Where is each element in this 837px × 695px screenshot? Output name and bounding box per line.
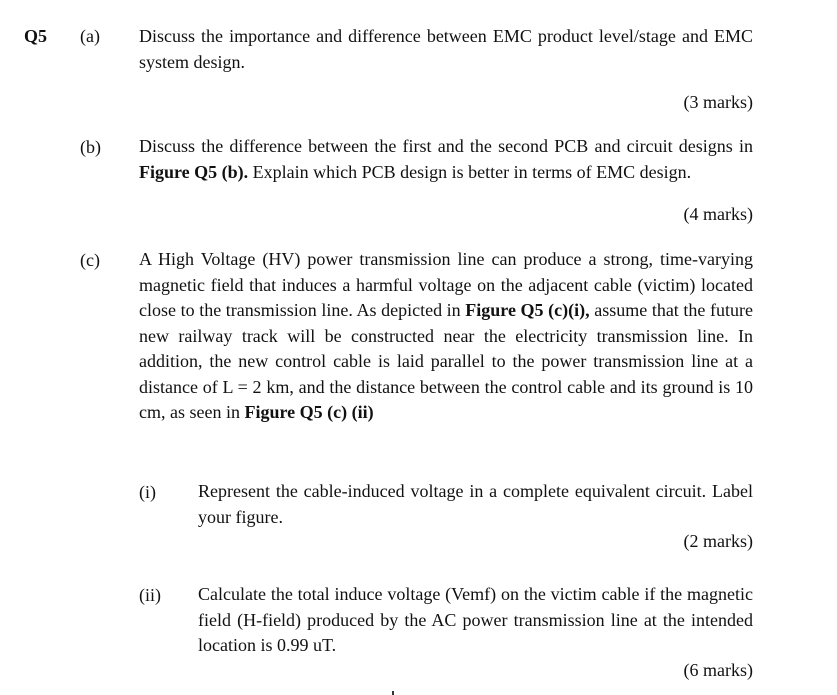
subpart-i-marks: (2 marks) — [683, 531, 753, 551]
part-c-label: (c) — [80, 250, 100, 270]
part-a-label: (a) — [80, 26, 100, 46]
stray-mark — [392, 691, 394, 695]
part-b-text-before: Discuss the difference between the first and the second PCB and circuit designs in — [139, 136, 753, 156]
part-c-text — [139, 247, 753, 426]
subpart-ii-label: (ii) — [139, 585, 161, 605]
part-a-text: Discuss the importance and difference between EMC product level/stage and EMC system design. — [139, 26, 753, 72]
part-b-text — [139, 134, 753, 185]
part-c-text-1: A High Voltage (HV) power transmission line can produce a strong, time-varying magnetic field that induces a harmful voltage on the adjacent cable (victim) located close to the transmission line. As depicted in — [139, 249, 753, 320]
subpart-ii-marks: (6 marks) — [683, 660, 753, 680]
part-b-marks: (4 marks) — [683, 204, 753, 224]
question-number: Q5 — [24, 26, 48, 46]
subpart-i-label: (i) — [139, 482, 156, 502]
subpart-ii-text: Calculate the total induce voltage (Vemf) on the victim cable if the magnetic field (H-field) produced by the AC power transmission line at the intended location is 0.99 uT. — [198, 584, 753, 655]
part-c-figure-ref-2: Figure Q5 (c) (ii) — [244, 402, 374, 422]
part-c-figure-ref-1: Figure Q5 (c)(i), — [465, 300, 590, 320]
part-b-figure-ref: Figure Q5 (b). — [139, 161, 249, 182]
part-a-marks: (3 marks) — [683, 92, 753, 112]
subpart-i-text: Represent the cable-induced voltage in a complete equivalent circuit. Label your figure. — [198, 481, 753, 527]
part-b-text-after: Explain which PCB design is better in terms of EMC design. — [248, 161, 692, 182]
part-c-text-2: assume that the future new railway track will be constructed near the electricity transmission line. In addition, the new control cable is laid parallel to the power transmission line at a distance of L = 2 km, and the distance between the control cable and its ground is 10 cm, as seen in — [139, 300, 753, 422]
part-b-label: (b) — [80, 137, 101, 157]
